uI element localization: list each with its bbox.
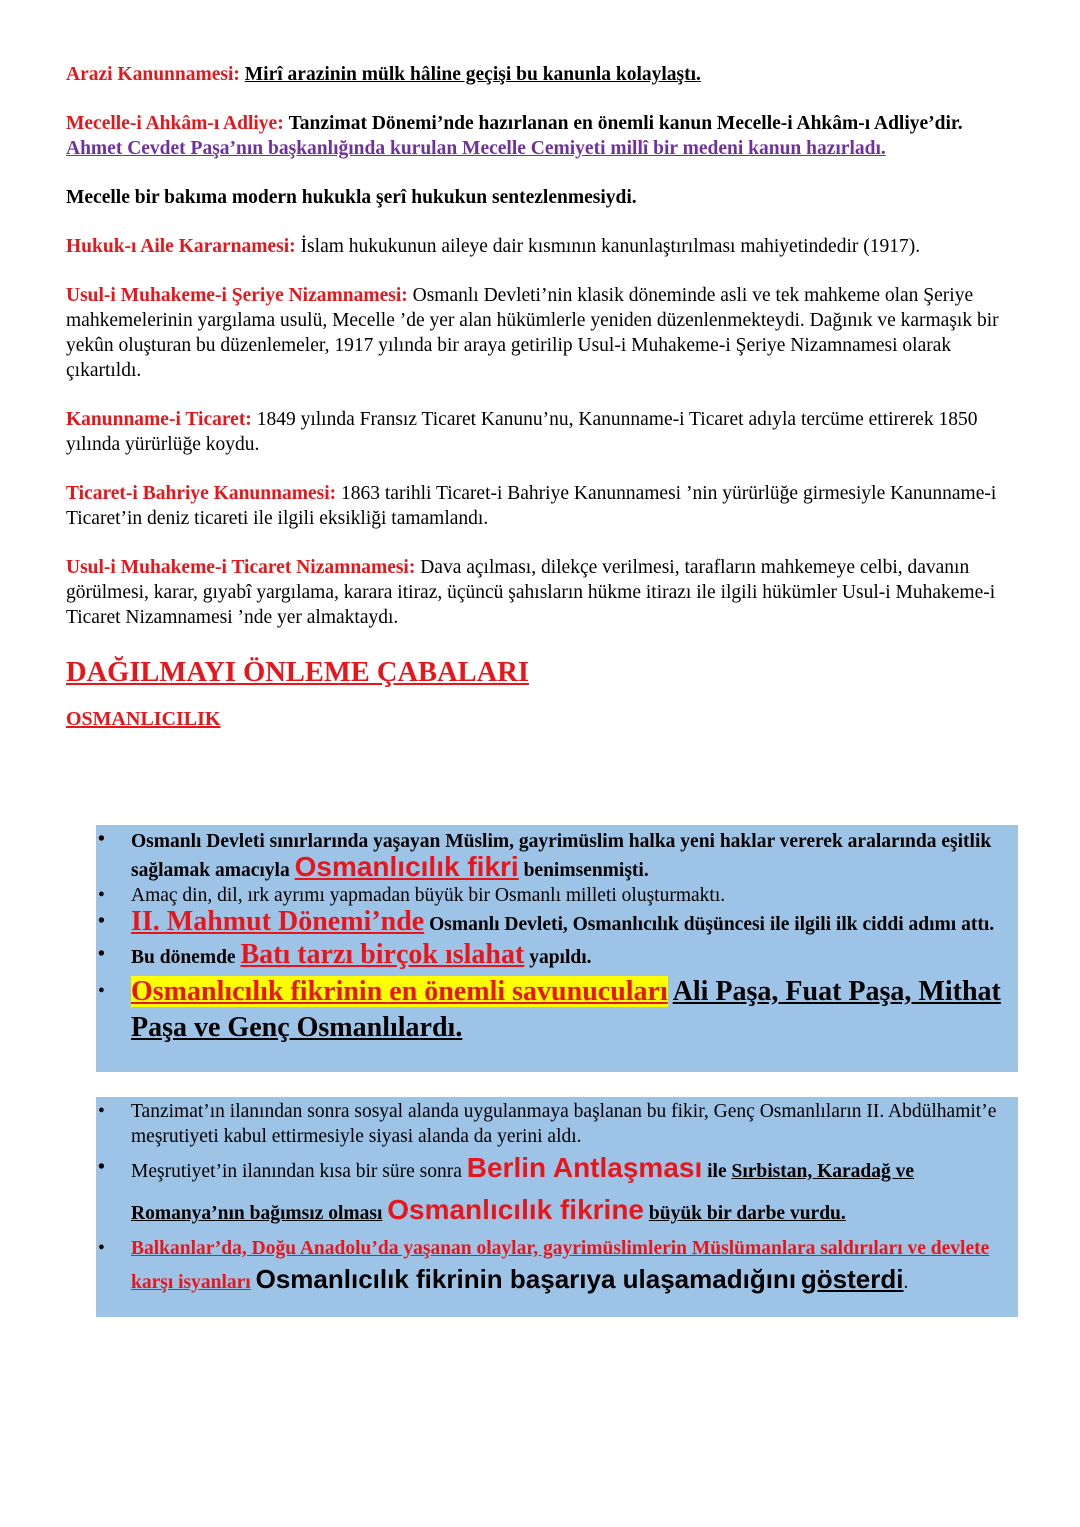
mecelle-note: Mecelle bir bakıma modern hukukla şerî hukukun sentezlenmesiydi. [66,187,637,208]
hukuk-aile-text: İslam hukukunun aileye dair kısmının kanunlaştırılması mahiyetindedir (1917). [300,236,921,257]
box2-b2-pre: Meşrutiyet’in ilanından kısa bir süre sonra [131,1161,462,1182]
list-item [96,883,1018,908]
mecelle-link: Ahmet Cevdet Paşa’nın başkanlığında kurulan Mecelle Cemiyeti millî bir medeni kanun hazırladı. [66,138,886,159]
arazi-paragraph [66,62,1016,87]
ticaret-text: 1849 yılında Fransız Ticaret Kanunu’nu, Kanunname-i Ticaret adıyla tercüme ettirerek 1850 yılında yürürlüğe koydu. [66,409,978,455]
box1-b2: Amaç din, dil, ırk ayrımı yapmadan büyük bir Osmanlı milleti oluşturmaktı. [131,885,726,906]
list-item [96,1149,1018,1233]
box2-b3-end: gösterdi [800,1264,904,1294]
box1-b1-pre: Osmanlı Devleti sınırlarında yaşayan Müslim, gayrimüslim halka yeni haklar vererek aralarında eşitlik sağlamak amacıyla [131,831,992,881]
mecelle-text: Tanzimat Dönemi’nde hazırlanan en önemli kanun Mecelle-i Ahkâm-ı Adliye’dir. [288,113,963,134]
section-heading: DAĞILMAYI ÖNLEME ÇABALARI [66,657,529,688]
list-item [96,908,1018,938]
usul-ticaret-label: Usul-i Muhakeme-i Ticaret Nizamnamesi: [66,557,416,578]
arazi-text: Mirî arazinin mülk hâline geçişi bu kanunla kolaylaştı. [244,64,701,85]
usul-seriye-label: Usul-i Muhakeme-i Şeriye Nizamnamesi: [66,285,408,306]
document-page [66,62,1016,732]
list-item [96,827,1018,883]
usul-seriye-paragraph [66,283,1016,383]
box1-b4-post: yapıldı. [529,947,592,968]
info-box-1 [96,825,1018,1072]
usul-seriye-text: Osmanlı Devleti’nin klasik döneminde asli ve tek mahkeme olan Şeriye mahkemelerinin yargılama usulü, Mecelle ’de yer alan hükümlerle yeniden düzenlenmekteydi. Dağınık ve karmaşık bir yekûn oluşturan bu düzenlemeler, 1917 yılında bir araya getirilip Usul-i Muhakeme-i Şeriye Nizamnamesi olarak çıkartıldı. [66,285,999,381]
bahriye-label: Ticaret-i Bahriye Kanunnamesi: [66,483,337,504]
usul-ticaret-paragraph [66,555,1016,630]
bahriye-text: 1863 tarihli Ticaret-i Bahriye Kanunnamesi ’nin yürürlüğe girmesiyle Kanunname-i Ticaret’in deniz ticareti ile ilgili eksikliği tamamlandı. [66,483,997,529]
info-box-2 [96,1097,1018,1317]
usul-ticaret-text: Dava açılması, dilekçe verilmesi, tarafların mahkemeye celbi, davanın görülmesi, karar, gıyabî yargılama, karara itiraz, üçüncü şahısların hükme itirazı ile ilgili hükümler Usul-i Muhakeme-i Ticaret Nizamnamesi ’nde yer almaktaydı. [66,557,996,628]
hukuk-aile-paragraph [66,234,1016,259]
box2-b3-red: Balkanlar’da, Doğu Anadolu’da yaşanan olaylar, gayrimüslimlerin Müslümanlara saldırıları ve devlete karşı isyanları [131,1238,990,1293]
box1-b1-post: benimsenmişti. [523,860,649,881]
box1-b5-post: Ali Paşa, Fuat Paşa, Mithat Paşa ve Genç Osmanlılardı. [131,976,1001,1043]
box1-b1-big: Osmanlıcılık fikri [294,851,519,882]
box2-b2-mid: ile [707,1161,727,1182]
ticaret-label: Kanunname-i Ticaret: [66,409,252,430]
arazi-label: Arazi Kanunnamesi: [66,64,240,85]
box2-b2-big2: Osmanlıcılık fikrine [387,1194,645,1225]
list-item [96,938,1018,975]
hukuk-aile-label: Hukuk-ı Aile Kararnamesi: [66,236,296,257]
box1-b4-big: Batı tarzı birçok ıslahat [240,939,525,970]
section-subheading: OSMANLICILIK [66,708,221,730]
box2-b2-big1: Berlin Antlaşması [466,1152,703,1183]
box2-b2-underlined: Sırbistan, Karadağ ve Romanya’nın bağımsız olması [131,1161,915,1224]
ticaret-paragraph [66,407,1016,457]
list-item [96,1233,1018,1298]
list-item [96,975,1018,1047]
box2-b3-dot: . [903,1272,909,1293]
box1-b3-post: Osmanlı Devleti, Osmanlıcılık düşüncesi ile ilgili ilk ciddi adımı attı. [429,914,995,935]
box2-b1: Tanzimat’ın ilanından sonra sosyal alanda uygulanmaya başlanan bu fikir, Genç Osmanlıların II. Abdülhamit’e meşrutiyeti kabul ettirmesiyle siyasi alanda da yerini aldı. [131,1101,997,1147]
box2-b2-post: büyük bir darbe vurdu. [648,1203,846,1224]
box1-b3-big: II. Mahmut Dönemi’nde [131,906,425,937]
bahriye-paragraph [66,481,1016,531]
mecelle-paragraph [66,111,1016,161]
mecelle-label: Mecelle-i Ahkâm-ı Adliye: [66,113,284,134]
list-item [96,1099,1018,1149]
box1-b4-pre: Bu dönemde [131,947,236,968]
box2-b3-big: Osmanlıcılık fikrinin başarıya ulaşamadığını [255,1264,797,1294]
box1-b5-highlight: Osmanlıcılık fikrinin en önemli savunucuları [131,976,668,1007]
